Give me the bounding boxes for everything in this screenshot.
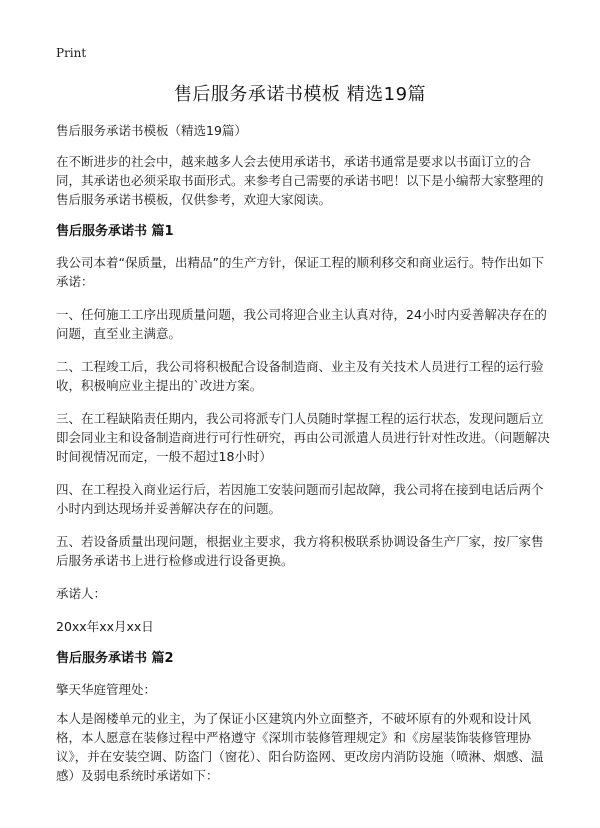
document-subtitle: 售后服务承诺书模板（精选19篇）	[56, 123, 247, 138]
section1-paragraph-5: 五、若设备质量出现问题，根据业主要求，我方将积极联系协调设备生产厂家，按厂家售后服务承诺书上进行检修或进行设备更换。	[56, 534, 544, 568]
section1-signer: 承诺人：	[56, 586, 107, 601]
section1-paragraph-0: 我公司本着“保质量，出精品”的生产方针，保证工程的顺利移交和商业运行。特作出如下承诺：	[56, 255, 544, 289]
document-body	[56, 122, 552, 799]
print-label: Print	[56, 46, 87, 60]
section2-paragraph-1: 本人是阁楼单元的业主，为了保证小区建筑内外立面整齐，不破坏原有的外观和设计风格，本人愿意在装修过程中严格遵守《深圳市装修管理规定》和《房屋装饰装修管理协议》，并在安装空调、防盗门（窗花）、阳台防盗网、更改房内消防设施（喷淋、烟感、温感）及弱电系统时承诺如下：	[56, 711, 544, 783]
section1-date: 20xx年xx月xx日	[56, 619, 154, 634]
intro-paragraph: 在不断进步的社会中，越来越多人会去使用承诺书，承诺书通常是要求以书面订立的合同，其承诺也必须采取书面形式。来参考自己需要的承诺书吧！以下是小编帮大家整理的售后服务承诺书模板，仅供参考，欢迎大家阅读。	[56, 154, 544, 207]
page-title: 售后服务承诺书模板 精选19篇	[173, 84, 427, 105]
section1-paragraph-4: 四、在工程投入商业运行后，若因施工安装问题而引起故障，我公司将在接到电话后两个小时内到达现场并妥善解决存在的问题。	[56, 482, 544, 516]
section1-paragraph-1: 一、任何施工工序出现质量问题，我公司将迎合业主认真对待，24小时内妥善解决存在的问题，直至业主满意。	[56, 307, 547, 341]
section-heading-1: 售后服务承诺书 篇1	[56, 224, 174, 239]
section-heading-2: 售后服务承诺书 篇2	[56, 651, 174, 666]
section1-paragraph-3: 三、在工程缺陷责任期内，我公司将派专门人员随时掌握工程的运行状态，发现问题后立即会同业主和设备制造商进行可行性研究，再由公司派遣人员进行针对性改进。（问题解决时间视情况而定，一般不超过18小时）	[56, 411, 550, 464]
section2-addressee: 擎天华庭管理处：	[56, 682, 157, 697]
section1-paragraph-2: 二、工程竣工后，我公司将积极配合设备制造商、业主及有关技术人员进行工程的运行验收，积极响应业主提出的`改进方案。	[56, 359, 544, 393]
